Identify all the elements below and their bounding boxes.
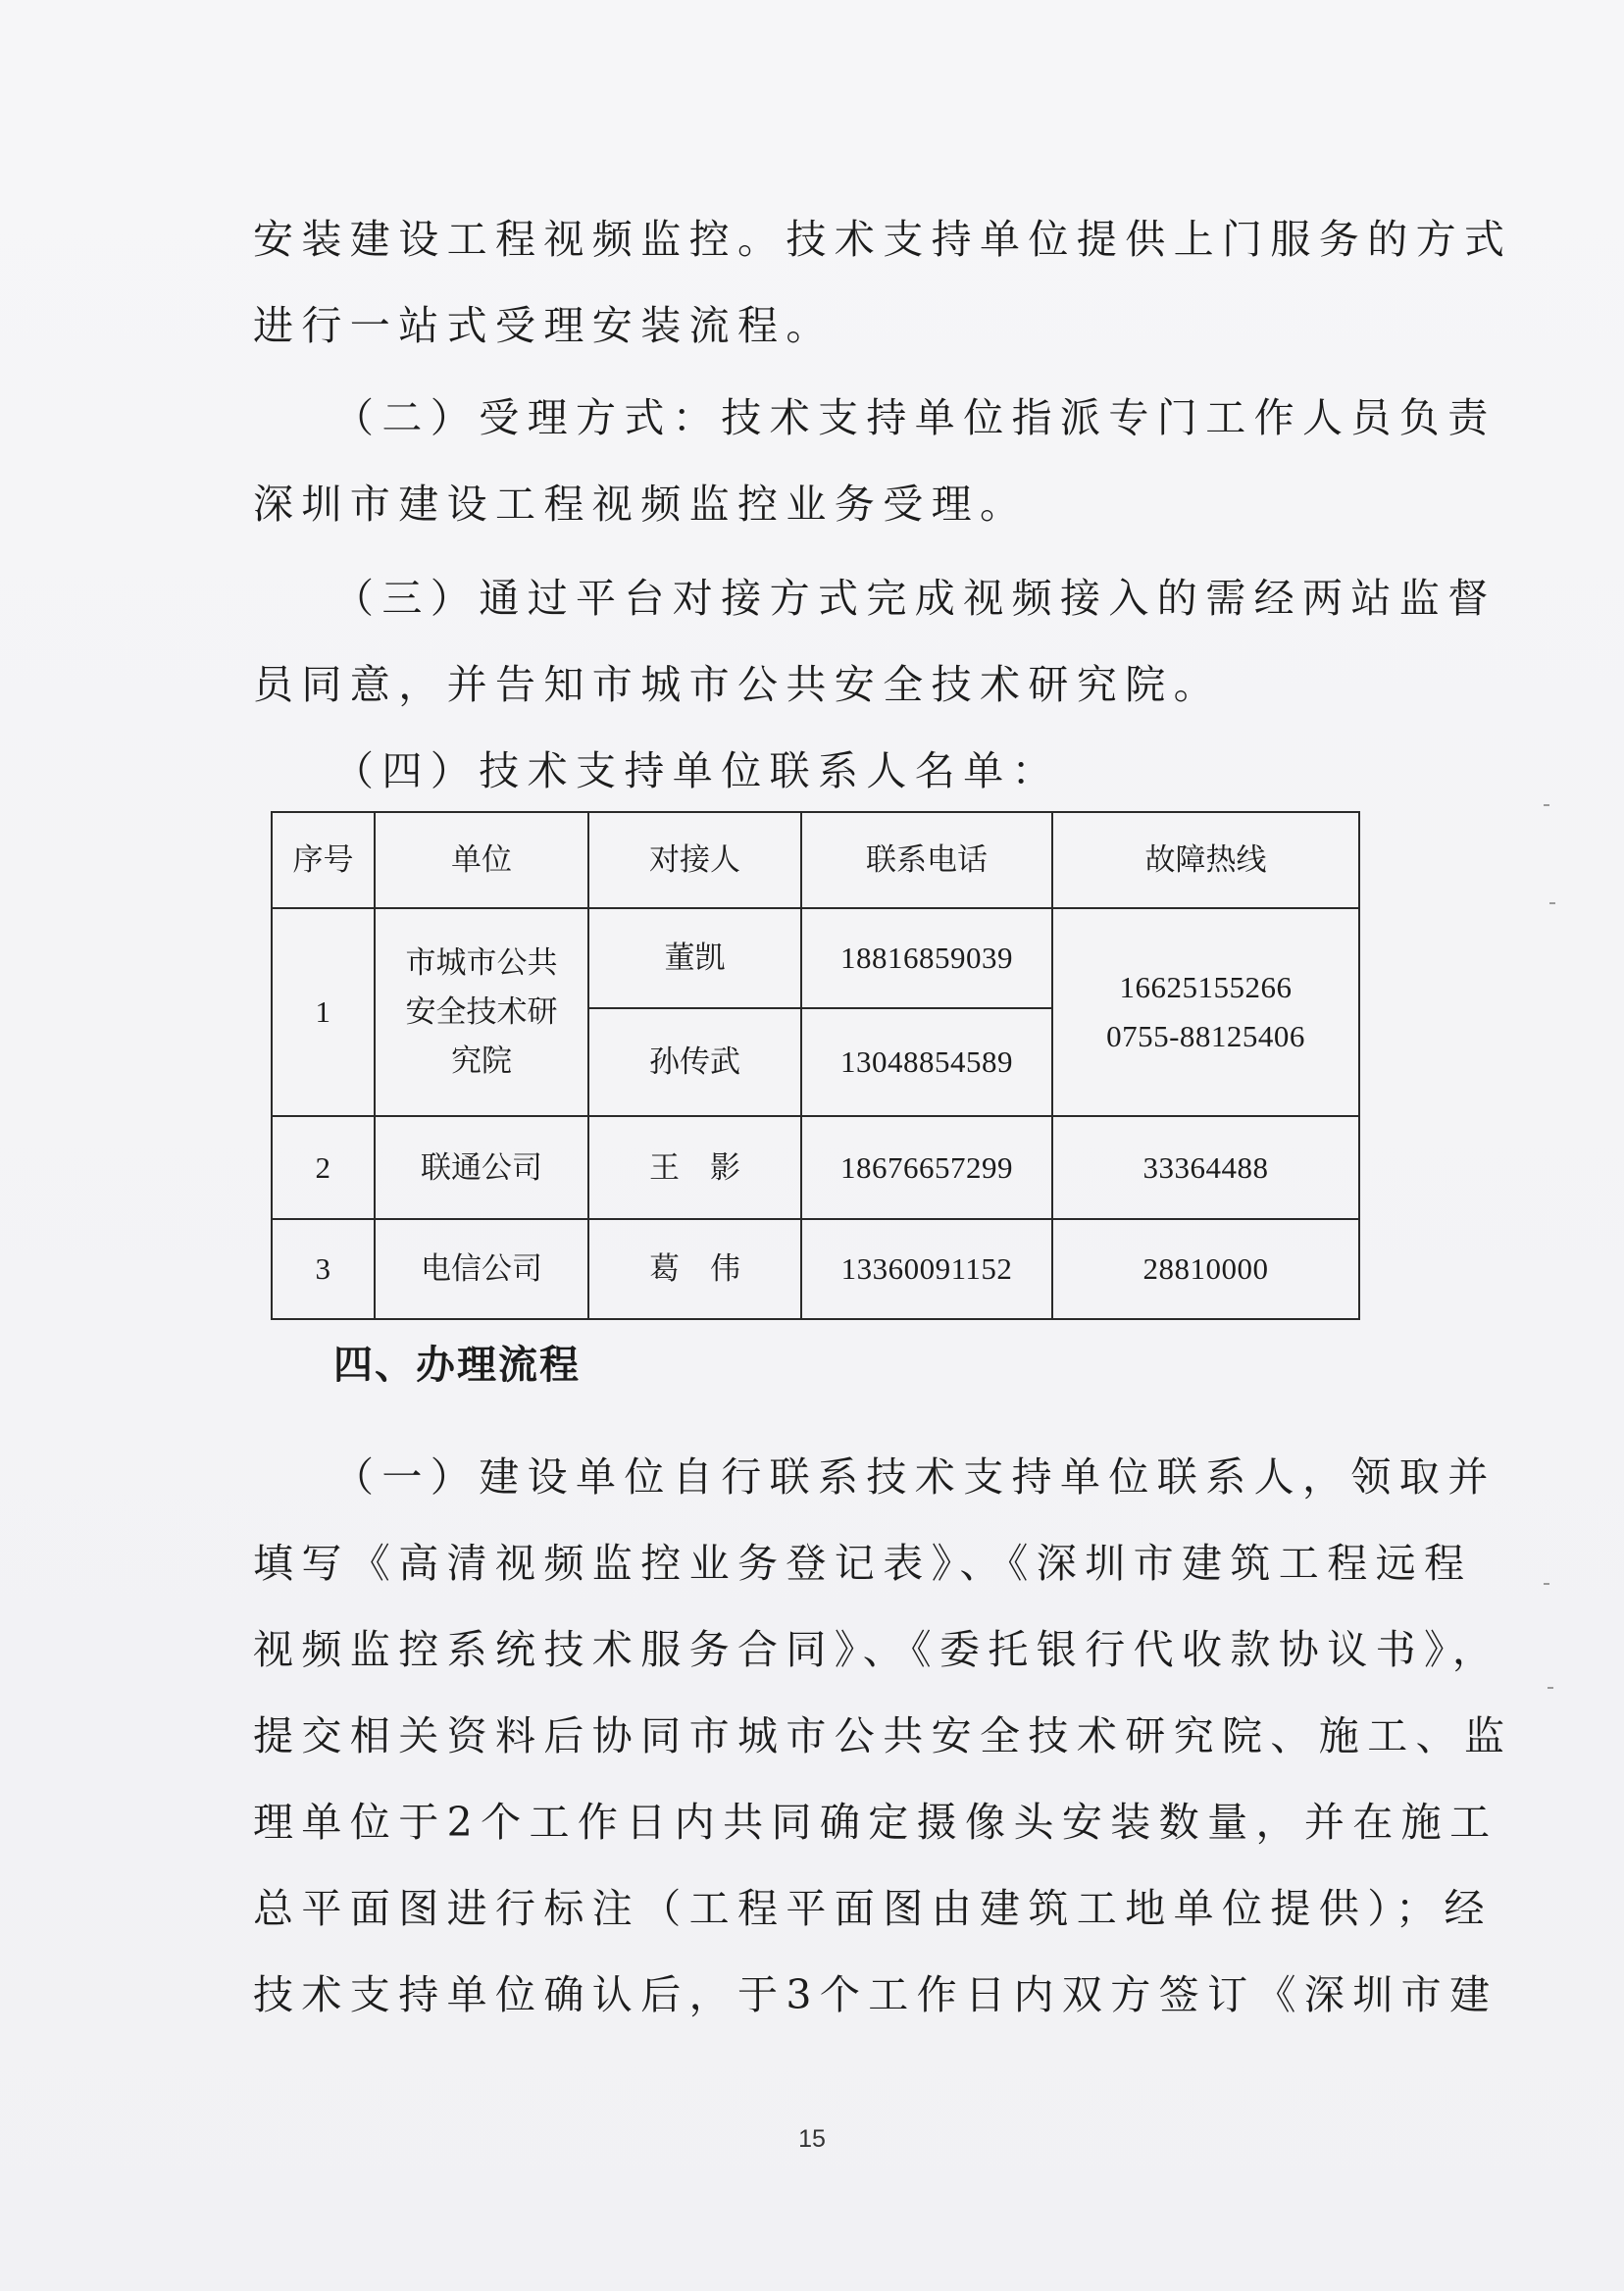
process-line-1: （一）建设单位自行联系技术支持单位联系人，领取并 (333, 1453, 1497, 1501)
row3-unit: 电信公司 (375, 1219, 588, 1319)
process-line-7: 技术支持单位确认后，于3个工作日内双方签订《深圳市建 (253, 1971, 1498, 2018)
row1-index: 1 (272, 908, 375, 1116)
paragraph-line-3: （二）受理方式：技术支持单位指派专门工作人员负责 (333, 394, 1497, 441)
header-phone: 联系电话 (801, 812, 1052, 908)
row3-phone: 13360091152 (801, 1219, 1052, 1319)
paragraph-line-5: （三）通过平台对接方式完成视频接入的需经两站监督 (333, 575, 1497, 622)
row1-unit-line3: 究院 (451, 1044, 512, 1079)
row1-hotline-line2: 0755-88125406 (1106, 1019, 1305, 1053)
row1-contact-a: 董凯 (588, 908, 801, 1008)
row2-hotline: 33364488 (1052, 1116, 1359, 1219)
table-row (272, 908, 1359, 1008)
process-line-4: 提交相关资料后协同市城市公共安全技术研究院、施工、监 (253, 1712, 1513, 1759)
section-heading: 四、办理流程 (333, 1343, 581, 1388)
row2-contact: 王 影 (588, 1116, 801, 1219)
row1-hotline (1052, 908, 1359, 1116)
row1-unit (375, 908, 588, 1116)
row2-phone: 18676657299 (801, 1116, 1052, 1219)
row3-index: 3 (272, 1219, 375, 1319)
process-line-6: 总平面图进行标注（工程平面图由建筑工地单位提供）；经 (253, 1885, 1493, 1932)
header-index: 序号 (272, 812, 375, 908)
scan-mark (1544, 1583, 1549, 1585)
row1-phone-b: 13048854589 (801, 1008, 1052, 1116)
row1-phone-a: 18816859039 (801, 908, 1052, 1008)
paragraph-line-6: 员同意，并告知市城市公共安全技术研究院。 (253, 661, 1222, 708)
paragraph-line-7: （四）技术支持单位联系人名单： (333, 747, 1060, 794)
row2-index: 2 (272, 1116, 375, 1219)
row1-unit-line1: 市城市公共 (405, 945, 558, 981)
table-row (272, 1116, 1359, 1219)
row1-unit-line2: 安全技术研 (405, 994, 558, 1030)
scan-mark (1544, 804, 1549, 806)
scan-mark (1548, 1687, 1553, 1689)
scan-mark (1549, 902, 1555, 904)
row3-contact: 葛 伟 (588, 1219, 801, 1319)
page-number: 15 (798, 2125, 826, 2153)
process-line-2: 填写《高清视频监控业务登记表》、《深圳市建筑工程远程 (253, 1540, 1473, 1587)
row1-hotline-line1: 16625155266 (1119, 970, 1293, 1004)
paragraph-line-1: 安装建设工程视频监控。技术支持单位提供上门服务的方式 (253, 216, 1513, 263)
row1-contact-b: 孙传武 (588, 1008, 801, 1116)
table-row (272, 1219, 1359, 1319)
header-contact: 对接人 (588, 812, 801, 908)
header-unit: 单位 (375, 812, 588, 908)
process-line-5: 理单位于2个工作日内共同确定摄像头安装数量，并在施工 (253, 1799, 1498, 1846)
paragraph-line-4: 深圳市建设工程视频监控业务受理。 (253, 481, 1029, 528)
header-hotline: 故障热线 (1052, 812, 1359, 908)
row2-unit: 联通公司 (375, 1116, 588, 1219)
row3-hotline: 28810000 (1052, 1219, 1359, 1319)
contact-table (271, 811, 1360, 1320)
paragraph-line-2: 进行一站式受理安装流程。 (253, 302, 835, 349)
table-header-row (272, 812, 1359, 908)
process-line-3: 视频监控系统技术服务合同》、《委托银行代收款协议书》， (253, 1626, 1501, 1673)
